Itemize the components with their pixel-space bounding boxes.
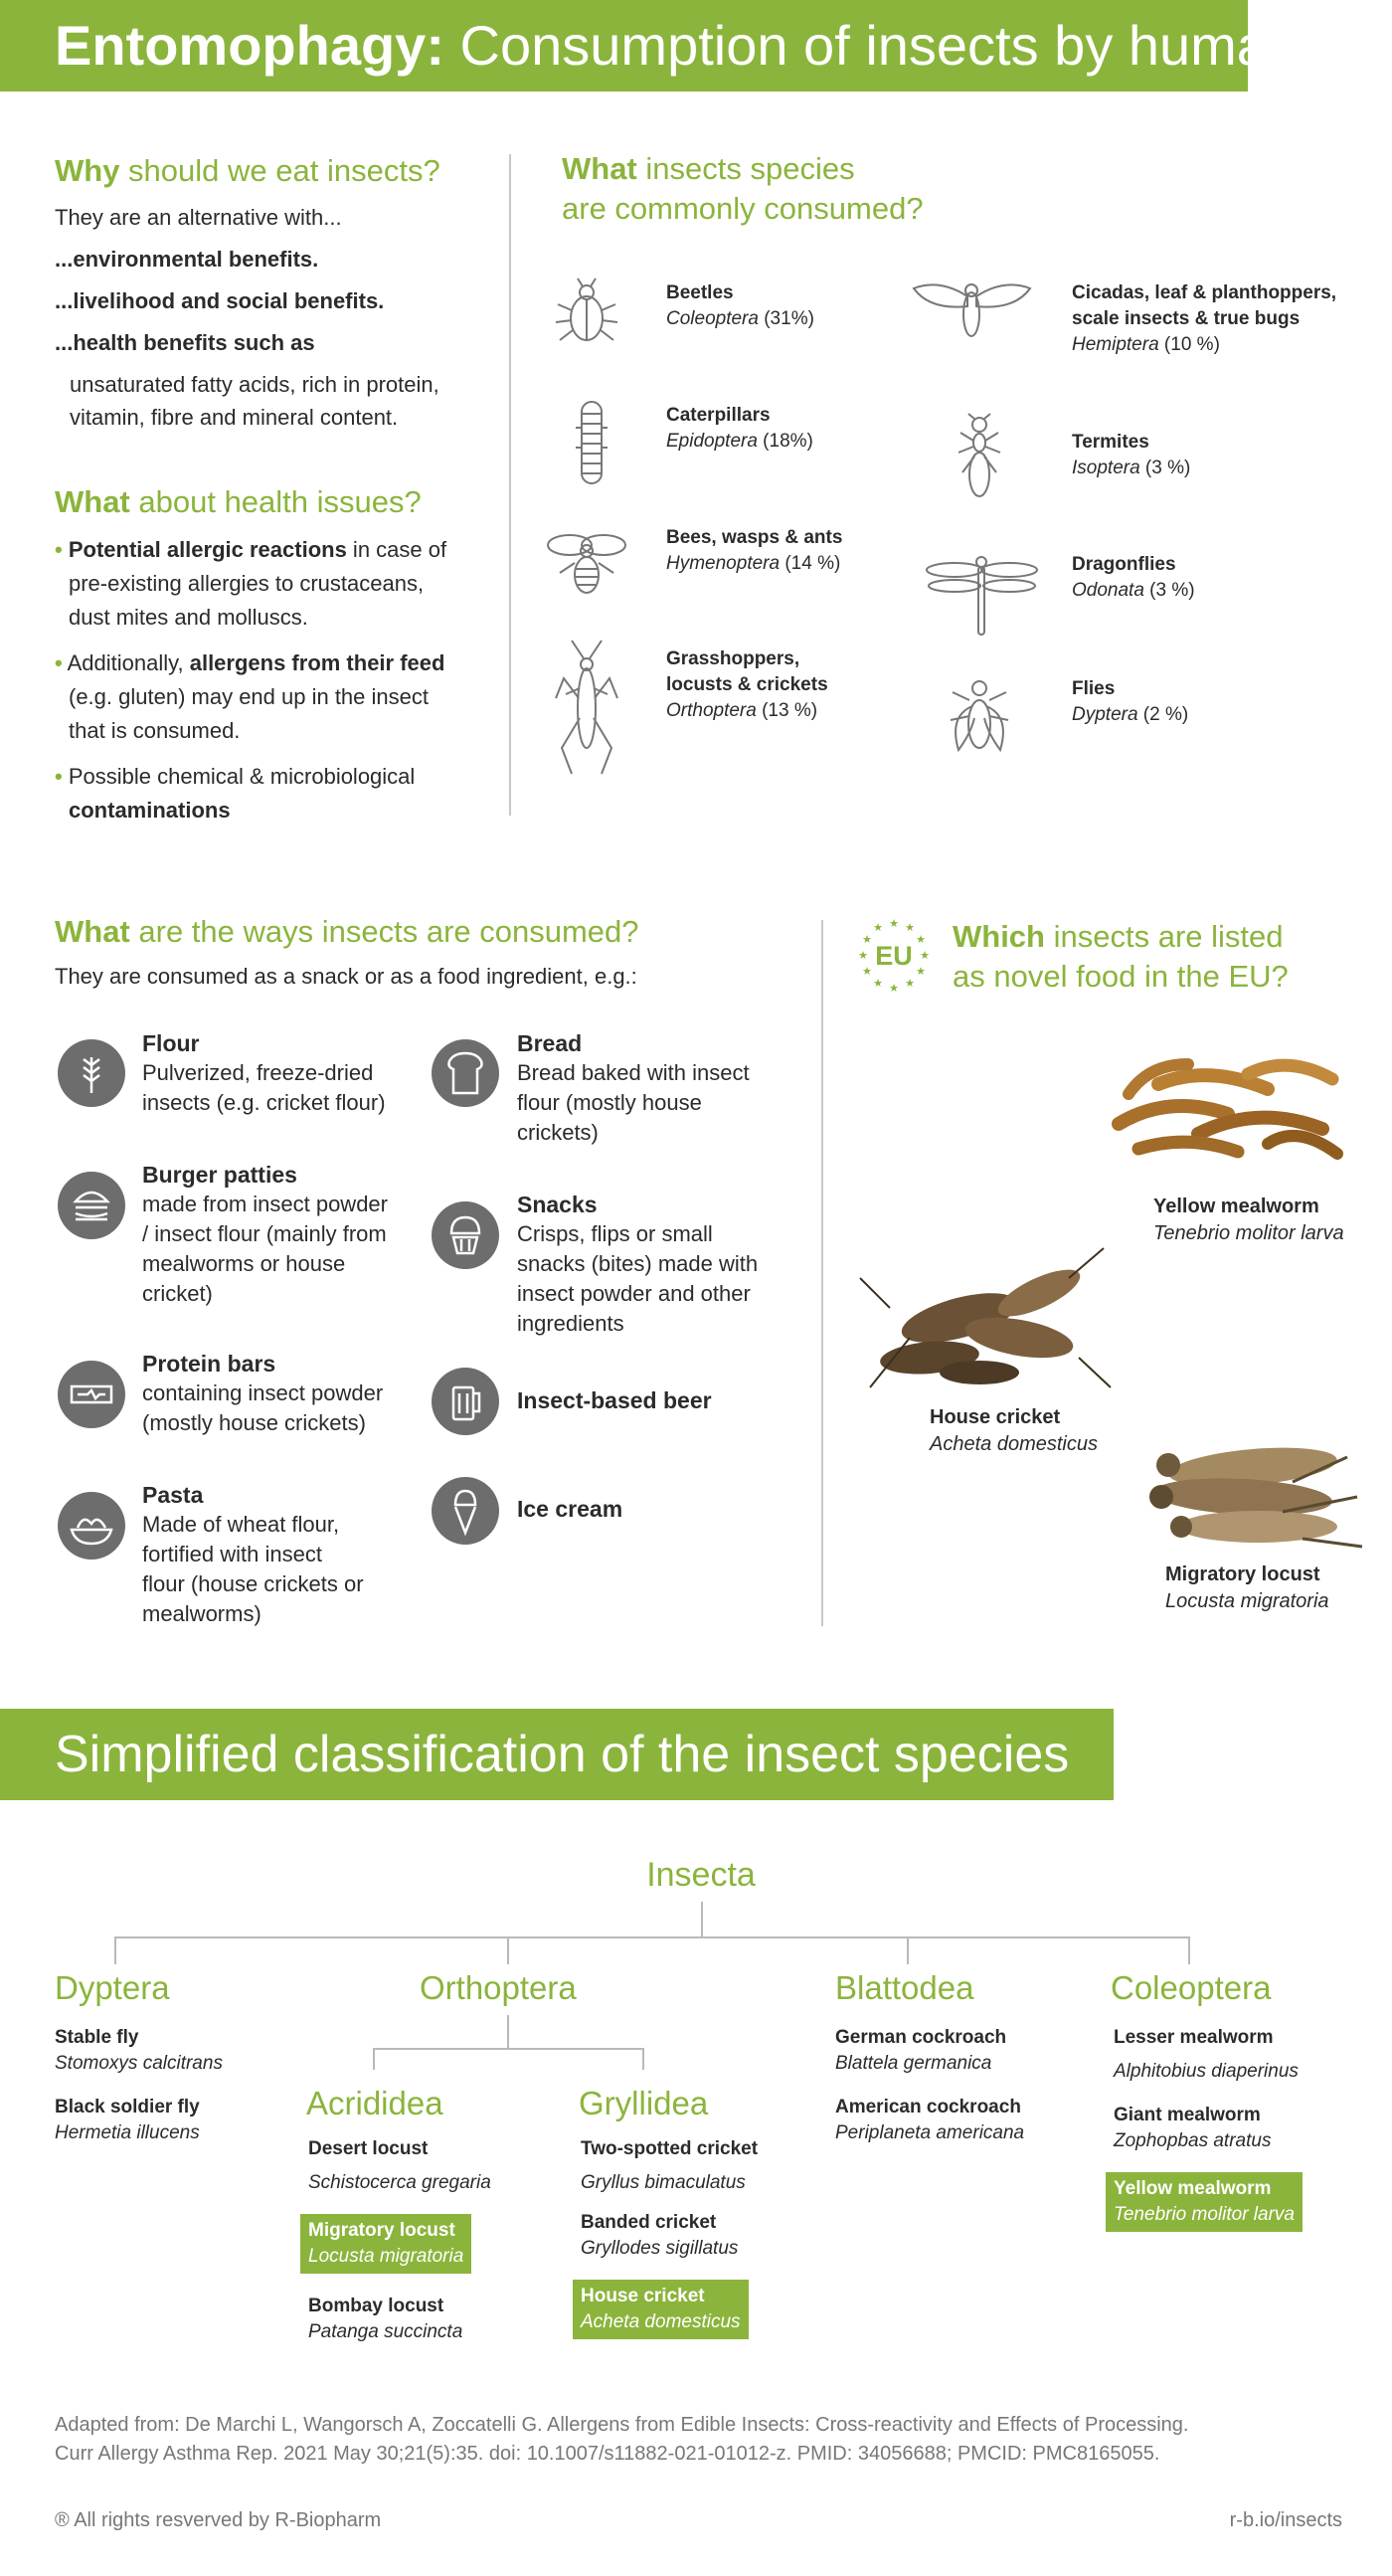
wheat-icon [58,1039,125,1107]
svg-text:★: ★ [858,949,868,962]
way-flour: Flour Pulverized, freeze-dried insects (e.g. cricket flour) [142,1030,386,1115]
acrididea-species-1-highlight: Migratory locust Locusta migratoria [300,2214,471,2274]
grasshopper-icon [552,639,621,778]
dragonfly-icon [925,552,1039,637]
class-blattodea: Blattodea [835,1969,974,2006]
svg-text:★: ★ [889,917,899,930]
species-heading: What insects species are commonly consumed? [562,151,924,226]
class-acrididea: Acrididea [306,2085,443,2121]
why-health-detail-2: vitamin, fibre and mineral content. [70,405,399,430]
tree-line-dyptera [114,1936,116,1964]
health-bullet-feed: • Additionally, allergens from their feed (e.g. gluten) may end up in the insect that is consumed. [55,650,445,743]
why-item-environment: ...environmental benefits. [55,247,319,272]
tree-line-orthoptera [507,1936,509,1964]
class-orthoptera: Orthoptera [420,1969,577,2006]
species-left-2: Bees, wasps & ants Hymenoptera (14 %) [666,527,843,574]
classification-title: Simplified classification of the insect species [55,1726,1070,1783]
species-left-0: Beetles Coleoptera (31%) [666,282,814,329]
divider-middle [821,920,823,1626]
why-item-health: ...health benefits such as [55,330,315,355]
svg-text:★: ★ [862,933,872,946]
tree-line-gryllidea [642,2048,644,2070]
class-dyptera: Dyptera [55,1969,170,2006]
fly-icon [945,676,1014,761]
citation: Adapted from: De Marchi L, Wangorsch A, Zoccatelli G. Allergens from Edible Insects: Cross-reactivity and Effects of Processing. Curr Allergy Asthma Rep. 2021 May 30;21(5):35. doi: 10.1007/s11882-021-01012-z. PMID: 34056688; PMCID: PMC8165055. [55,2414,1189,2465]
website-link[interactable]: r-b.io/insects [1229,2509,1342,2531]
eu-badge: EU [875,941,913,971]
yellow-mealworm-photo [1099,1034,1347,1174]
way-bread: Bread Bread baked with insect flour (mostly house crickets) [517,1030,750,1145]
health-bullet-contamination: • Possible chemical & microbiological contaminations [55,764,416,823]
species-right-2: Dragonflies Odonata (3 %) [1072,554,1195,601]
classification-banner [0,1709,1114,1800]
novel-heading: Which insects are listed as novel food in the EU? [953,919,1289,994]
way-pasta: Pasta Made of wheat flour, fortified with insect flour (house crickets or mealworms) [142,1482,364,1626]
page-title: Entomophagy: Consumption of insects by humans [55,14,1327,77]
acrididea-species-0: Desert locust Schistocerca gregaria [308,2138,491,2193]
species-left-1: Caterpillars Epidoptera (18%) [666,405,813,452]
pasta-icon [58,1492,125,1560]
dyptera-species-1: Black soldier fly Hermetia illucens [55,2097,200,2143]
health-bullet-allergic: • Potential allergic reactions in case of pre-existing allergies to crustaceans, dust mites and molluscs. [55,537,447,630]
svg-text:★: ★ [873,921,883,934]
title-banner [0,0,1327,92]
termite-icon [955,413,1004,502]
house-cricket-photo [850,1238,1119,1397]
tree-line-root [701,1902,703,1937]
coleoptera-species-2-highlight: Yellow mealworm Tenebrio molitor larva [1106,2172,1303,2232]
svg-text:★: ★ [862,965,872,978]
svg-text:★: ★ [920,949,930,962]
burger-icon [58,1172,125,1239]
divider-top [509,154,511,816]
beetle-icon [552,276,621,348]
ice-cream-icon [432,1477,499,1545]
class-coleoptera: Coleoptera [1111,1969,1272,2006]
tree-line-blattodea [907,1936,909,1964]
why-health-detail-1: unsaturated fatty acids, rich in protein, [70,372,439,397]
svg-text:★: ★ [873,977,883,990]
tree-line-top [114,1936,1190,1938]
beer-icon [432,1368,499,1435]
bee-icon [542,527,631,602]
tree-line-coleoptera [1188,1936,1190,1964]
label-house-cricket: House cricket Acheta domesticus [930,1406,1098,1455]
ways-heading: What are the ways insects are consumed? [55,914,639,949]
acrididea-species-2: Bombay locust Patanga succincta [308,2296,463,2342]
svg-text:★: ★ [916,933,926,946]
tree-root-insecta: Insecta [646,1856,756,1894]
svg-text:★: ★ [905,977,915,990]
protein-bar-icon [58,1361,125,1428]
why-item-livelihood: ...livelihood and social benefits. [55,288,385,313]
class-gryllidea: Gryllidea [579,2085,709,2121]
why-intro: They are an alternative with... [55,205,342,230]
tree-line-orthoptera-down [507,2015,509,2049]
cicada-icon [910,276,1034,341]
way-ice-cream: Ice cream [517,1496,623,1522]
gryllidea-species-1: Banded cricket Gryllodes sigillatus [581,2212,739,2259]
cupcake-icon [432,1201,499,1269]
species-right-3: Flies Dyptera (2 %) [1072,678,1189,725]
caterpillar-icon [572,398,611,487]
way-beer: Insect-based beer [517,1387,712,1413]
coleoptera-species-0: Lesser mealworm Alphitobius diaperinus [1114,2027,1299,2082]
species-right-1: Termites Isoptera (3 %) [1072,432,1191,478]
blattodea-species-0: German cockroach Blattela germanica [835,2027,1007,2074]
dyptera-species-0: Stable fly Stomoxys calcitrans [55,2027,223,2074]
way-protein-bars: Protein bars containing insect powder (mostly house crickets) [142,1351,384,1435]
health-heading: What about health issues? [55,484,422,519]
copyright: ® All rights resverved by R-Biopharm [55,2509,382,2531]
tree-line-acrididea [373,2048,375,2070]
coleoptera-species-1: Giant mealworm Zophopbas atratus [1114,2105,1272,2151]
way-burger: Burger patties made from insect powder / insect flour (mainly from mealworms or house cricket) [142,1162,388,1306]
label-yellow-mealworm: Yellow mealworm Tenebrio molitor larva [1153,1196,1344,1244]
bread-icon [432,1039,499,1107]
svg-text:★: ★ [889,982,899,995]
migratory-locust-photo [1133,1427,1367,1552]
why-heading: Why should we eat insects? [55,153,440,188]
blattodea-species-1: American cockroach Periplaneta americana [835,2097,1025,2143]
svg-text:★: ★ [905,921,915,934]
ways-intro: They are consumed as a snack or as a food ingredient, e.g.: [55,964,637,989]
gryllidea-species-2-highlight: House cricket Acheta domesticus [573,2280,749,2339]
species-left-3: Grasshoppers, locusts & crickets Orthoptera (13 %) [666,648,828,721]
way-snacks: Snacks Crisps, flips or small snacks (bites) made with insect powder and other ingredients [517,1192,759,1336]
tree-line-orthoptera-split [373,2048,644,2050]
svg-text:★: ★ [916,965,926,978]
species-right-0: Cicadas, leaf & planthoppers, scale insects & true bugs Hemiptera (10 %) [1072,282,1337,355]
gryllidea-species-0: Two-spotted cricket Gryllus bimaculatus [581,2138,759,2193]
label-migratory-locust: Migratory locust Locusta migratoria [1165,1564,1329,1612]
